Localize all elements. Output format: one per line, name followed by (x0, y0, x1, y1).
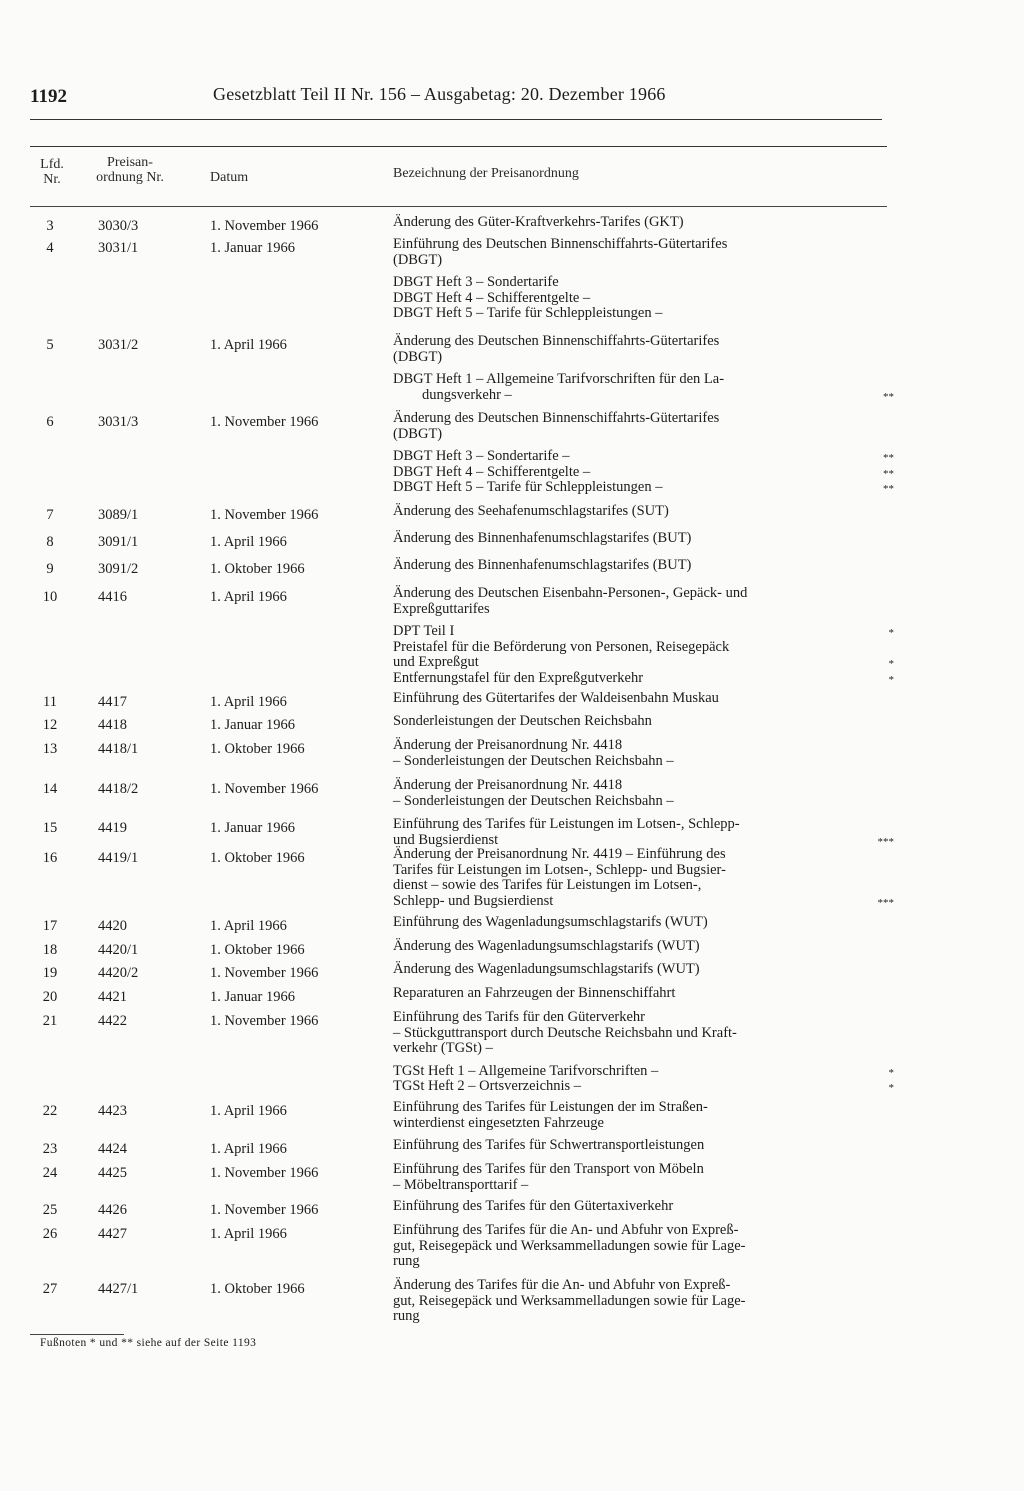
table-header-rule (30, 206, 887, 207)
row-footnote-mark: *** (877, 896, 894, 909)
row-preisanordnung-nr: 3031/3 (98, 414, 139, 430)
row-bezeichnung-line: Einführung des Tarifes für den Gütertaxiverkehr (393, 1198, 674, 1214)
row-datum: 1. November 1966 (210, 507, 319, 523)
row-preisanordnung-nr: 3091/2 (98, 561, 139, 577)
row-footnote-mark: ** (883, 452, 894, 465)
row-preisanordnung-nr: 4418 (98, 717, 127, 733)
row-bezeichnung-line: Änderung des Tarifes für die An- und Abfuhr von Expreß- (393, 1277, 731, 1293)
row-bezeichnung-line: – Möbeltransporttarif – (393, 1176, 529, 1193)
row-lfd-nr: 14 (42, 781, 58, 797)
row-preisanordnung-nr: 4427/1 (98, 1281, 139, 1297)
row-lfd-nr: 5 (46, 337, 54, 353)
row-datum: 1. Oktober 1966 (210, 561, 305, 577)
row-bezeichnung-line: und Bugsierdienst (393, 831, 499, 848)
row-preisanordnung-nr: 4426 (98, 1202, 127, 1218)
row-datum: 1. April 1966 (210, 918, 287, 934)
row-preisanordnung-nr: 4421 (98, 989, 127, 1005)
row-datum: 1. April 1966 (210, 337, 287, 353)
row-bezeichnung-line: – Sonderleistungen der Deutschen Reichsbahn – (393, 752, 674, 769)
row-lfd-nr: 27 (42, 1281, 58, 1297)
row-preisanordnung-nr: 4424 (98, 1141, 127, 1157)
row-bezeichnung-line: Einführung des Tarifes für Leistungen der im Straßen- (393, 1099, 708, 1115)
row-datum: 1. April 1966 (210, 589, 287, 605)
row-lfd-nr: 11 (43, 694, 57, 710)
row-preisanordnung-nr: 4423 (98, 1103, 127, 1119)
row-footnote-mark: * (888, 674, 894, 686)
row-bezeichnung-line: Änderung des Güter-Kraftverkehrs-Tarifes (GKT) (393, 214, 684, 230)
row-lfd-nr: 22 (42, 1103, 58, 1119)
row-footnote-mark: * (888, 627, 894, 640)
row-bezeichnung-line: TGSt Heft 2 – Ortsverzeichnis – (393, 1078, 582, 1095)
row-bezeichnung-line: Entfernungstafel für den Expreßgutverkehr (393, 670, 644, 686)
row-lfd-nr: 20 (42, 989, 58, 1005)
row-datum: 1. Januar 1966 (210, 989, 295, 1005)
page-number: 1192 (30, 86, 67, 107)
row-footnote-mark: ** (883, 483, 894, 496)
row-bezeichnung-line: – Sonderleistungen der Deutschen Reichsbahn – (393, 792, 674, 809)
row-bezeichnung-line: rung (393, 1253, 420, 1270)
row-bezeichnung-line: Änderung des Binnenhafenumschlagstarifes (BUT) (393, 530, 692, 546)
row-preisanordnung-nr: 3031/1 (98, 240, 139, 256)
row-datum: 1. November 1966 (210, 1165, 319, 1181)
row-footnote-mark: ** (883, 390, 894, 403)
row-datum: 1. April 1966 (210, 1226, 287, 1242)
row-lfd-nr: 10 (42, 589, 58, 605)
row-datum: 1. November 1966 (210, 1013, 319, 1029)
row-bezeichnung-line: Änderung des Binnenhafenumschlagstarifes (BUT) (393, 557, 692, 573)
row-bezeichnung-line: Änderung des Wagenladungsumschlagstarifs (WUT) (393, 938, 700, 954)
row-datum: 1. November 1966 (210, 218, 319, 234)
row-lfd-nr: 12 (42, 717, 58, 733)
row-bezeichnung-line: Reparaturen an Fahrzeugen der Binnenschiffahrt (393, 985, 676, 1001)
row-datum: 1. April 1966 (210, 694, 287, 710)
row-preisanordnung-nr: 4420/1 (98, 942, 139, 958)
row-preisanordnung-nr: 4418/1 (98, 741, 139, 757)
row-bezeichnung-line: dungsverkehr – (422, 386, 512, 403)
row-preisanordnung-nr: 4420/2 (98, 965, 139, 981)
row-lfd-nr: 24 (42, 1165, 58, 1181)
row-bezeichnung-line: TGSt Heft 1 – Allgemeine Tarifvorschriften – (393, 1062, 659, 1079)
row-footnote-mark: ** (883, 467, 894, 480)
row-bezeichnung-line: Änderung der Preisanordnung Nr. 4419 – Einführung des (393, 846, 726, 862)
row-bezeichnung-line: (DBGT) (393, 251, 443, 268)
row-datum: 1. Oktober 1966 (210, 1281, 305, 1297)
row-datum: 1. Oktober 1966 (210, 942, 305, 958)
row-preisanordnung-nr: 4417 (98, 694, 127, 710)
row-lfd-nr: 23 (42, 1141, 58, 1157)
header-rule (30, 119, 882, 120)
row-bezeichnung-line: und Expreßgut (393, 654, 479, 671)
row-bezeichnung-line: (DBGT) (393, 348, 443, 365)
row-datum: 1. Januar 1966 (210, 820, 295, 836)
row-bezeichnung-line: Einführung des Tarifes für Leistungen im Lotsen-, Schlepp- (393, 816, 740, 832)
row-bezeichnung-line: dienst – sowie des Tarifes für Leistungen im Lotsen-, (393, 877, 702, 894)
row-footnote-mark: * (888, 1066, 894, 1079)
row-datum: 1. Oktober 1966 (210, 741, 305, 757)
row-preisanordnung-nr: 4418/2 (98, 781, 139, 797)
row-preisanordnung-nr: 4416 (98, 589, 127, 605)
row-bezeichnung-line: (DBGT) (393, 425, 443, 442)
row-datum: 1. April 1966 (210, 1141, 287, 1157)
row-bezeichnung-line: Änderung des Seehafenumschlagstarifes (SUT) (393, 503, 669, 519)
row-bezeichnung-line: Expreßguttarifes (393, 600, 490, 617)
row-lfd-nr: 9 (46, 561, 54, 577)
row-bezeichnung-line: DBGT Heft 1 – Allgemeine Tarifvorschriften für den La- (393, 371, 725, 388)
row-preisanordnung-nr: 3091/1 (98, 534, 139, 550)
row-preisanordnung-nr: 3089/1 (98, 507, 139, 523)
row-bezeichnung-line: Schlepp- und Bugsierdienst (393, 892, 554, 909)
row-preisanordnung-nr: 3031/2 (98, 337, 139, 353)
row-preisanordnung-nr: 4427 (98, 1226, 127, 1242)
row-preisanordnung-nr: 4422 (98, 1013, 127, 1029)
row-lfd-nr: 25 (42, 1202, 58, 1218)
row-bezeichnung-line: Einführung des Gütertarifes der Waldeisenbahn Muskau (393, 690, 719, 706)
row-datum: 1. April 1966 (210, 534, 287, 550)
row-bezeichnung-line: Änderung des Deutschen Eisenbahn-Personen-, Gepäck- und (393, 585, 748, 601)
row-bezeichnung-line: Änderung des Wagenladungsumschlagstarifs (WUT) (393, 961, 700, 977)
row-bezeichnung-line: rung (393, 1308, 420, 1325)
row-lfd-nr: 17 (42, 918, 58, 934)
row-bezeichnung-line: Einführung des Wagenladungsumschlagstarifs (WUT) (393, 914, 708, 930)
row-bezeichnung-line: winterdienst eingesetzten Fahrzeuge (393, 1114, 604, 1131)
row-footnote-mark: * (888, 1082, 894, 1095)
row-bezeichnung-line: Änderung des Deutschen Binnenschiffahrts-Gütertarifes (393, 410, 720, 426)
row-bezeichnung-line: Einführung des Tarifes für die An- und Abfuhr von Expreß- (393, 1222, 739, 1238)
row-preisanordnung-nr: 4419 (98, 820, 127, 836)
row-datum: 1. November 1966 (210, 965, 319, 981)
row-bezeichnung-line: Änderung des Deutschen Binnenschiffahrts-Gütertarifes (393, 333, 720, 349)
table-top-rule (30, 146, 887, 147)
row-preisanordnung-nr: 3030/3 (98, 218, 139, 234)
column-header-datum: Datum (210, 170, 249, 185)
row-datum: 1. November 1966 (210, 1202, 319, 1218)
row-bezeichnung-line: verkehr (TGSt) – (393, 1040, 493, 1057)
row-bezeichnung-line: Einführung des Tarifes für den Transport von Möbeln (393, 1161, 704, 1177)
column-header-bezeichnung: Bezeichnung der Preisanordnung (393, 166, 579, 181)
row-lfd-nr: 3 (46, 218, 54, 234)
row-bezeichnung-line: Sonderleistungen der Deutschen Reichsbahn (393, 713, 652, 729)
row-bezeichnung-line: Tarifes für Leistungen im Lotsen-, Schlepp- und Bugsier- (393, 861, 726, 878)
footnote-rule (30, 1334, 124, 1335)
row-bezeichnung-line: Preistafel für die Beförderung von Personen, Reisegepäck (393, 638, 730, 655)
footnote: Fußnoten * und ** siehe auf der Seite 1193 (40, 1337, 257, 1349)
row-footnote-mark: *** (877, 835, 894, 848)
row-datum: 1. November 1966 (210, 781, 319, 797)
row-lfd-nr: 19 (42, 965, 58, 981)
row-bezeichnung-line: DPT Teil I (393, 623, 455, 640)
row-bezeichnung-line: DBGT Heft 4 – Schifferentgelte – (393, 289, 591, 306)
row-bezeichnung-line: gut, Reisegepäck und Werksammelladungen sowie für Lage- (393, 1292, 746, 1309)
row-bezeichnung-line: DBGT Heft 3 – Sondertarife (393, 274, 559, 291)
row-preisanordnung-nr: 4419/1 (98, 850, 139, 866)
row-lfd-nr: 7 (46, 507, 54, 523)
row-bezeichnung-line: DBGT Heft 3 – Sondertarife – (393, 448, 570, 465)
row-footnote-mark: * (888, 658, 894, 671)
row-preisanordnung-nr: 4425 (98, 1165, 127, 1181)
row-datum: 1. Oktober 1966 (210, 850, 305, 866)
row-bezeichnung-line: Änderung der Preisanordnung Nr. 4418 (393, 777, 623, 793)
row-datum: 1. Januar 1966 (210, 717, 295, 733)
row-lfd-nr: 8 (46, 534, 54, 550)
row-lfd-nr: 6 (46, 414, 54, 430)
row-bezeichnung-line: DBGT Heft 5 – Tarife für Schleppleistungen – (393, 479, 663, 496)
row-lfd-nr: 13 (42, 741, 58, 757)
row-bezeichnung-line: – Stückguttransport durch Deutsche Reichsbahn und Kraft- (393, 1024, 737, 1041)
row-datum: 1. November 1966 (210, 414, 319, 430)
row-bezeichnung-line: DBGT Heft 4 – Schifferentgelte – (393, 463, 591, 480)
row-preisanordnung-nr: 4420 (98, 918, 127, 934)
row-bezeichnung-line: Änderung der Preisanordnung Nr. 4418 (393, 737, 623, 753)
row-lfd-nr: 15 (42, 820, 58, 836)
row-lfd-nr: 21 (42, 1013, 58, 1029)
row-lfd-nr: 16 (42, 850, 58, 866)
row-bezeichnung-line: DBGT Heft 5 – Tarife für Schleppleistungen – (393, 305, 663, 322)
row-bezeichnung-line: gut, Reisegepäck und Werksammelladungen sowie für Lage- (393, 1237, 746, 1254)
row-bezeichnung-line: Einführung des Tarifs für den Güterverkehr (393, 1009, 645, 1025)
page-header-title: Gesetzblatt Teil II Nr. 156 – Ausgabetag: 20. Dezember 1966 (213, 84, 666, 104)
row-lfd-nr: 18 (42, 942, 58, 958)
row-datum: 1. April 1966 (210, 1103, 287, 1119)
row-bezeichnung-line: Einführung des Tarifes für Schwertransportleistungen (393, 1137, 705, 1153)
column-header-preisanordnung-nr: Preisan- ordnung Nr. (96, 155, 164, 185)
column-header-lfd-nr: Lfd. Nr. (40, 157, 64, 187)
row-datum: 1. Januar 1966 (210, 240, 295, 256)
row-bezeichnung-line: Einführung des Deutschen Binnenschiffahrts-Gütertarifes (393, 236, 728, 252)
row-lfd-nr: 4 (46, 240, 54, 256)
row-lfd-nr: 26 (42, 1226, 58, 1242)
